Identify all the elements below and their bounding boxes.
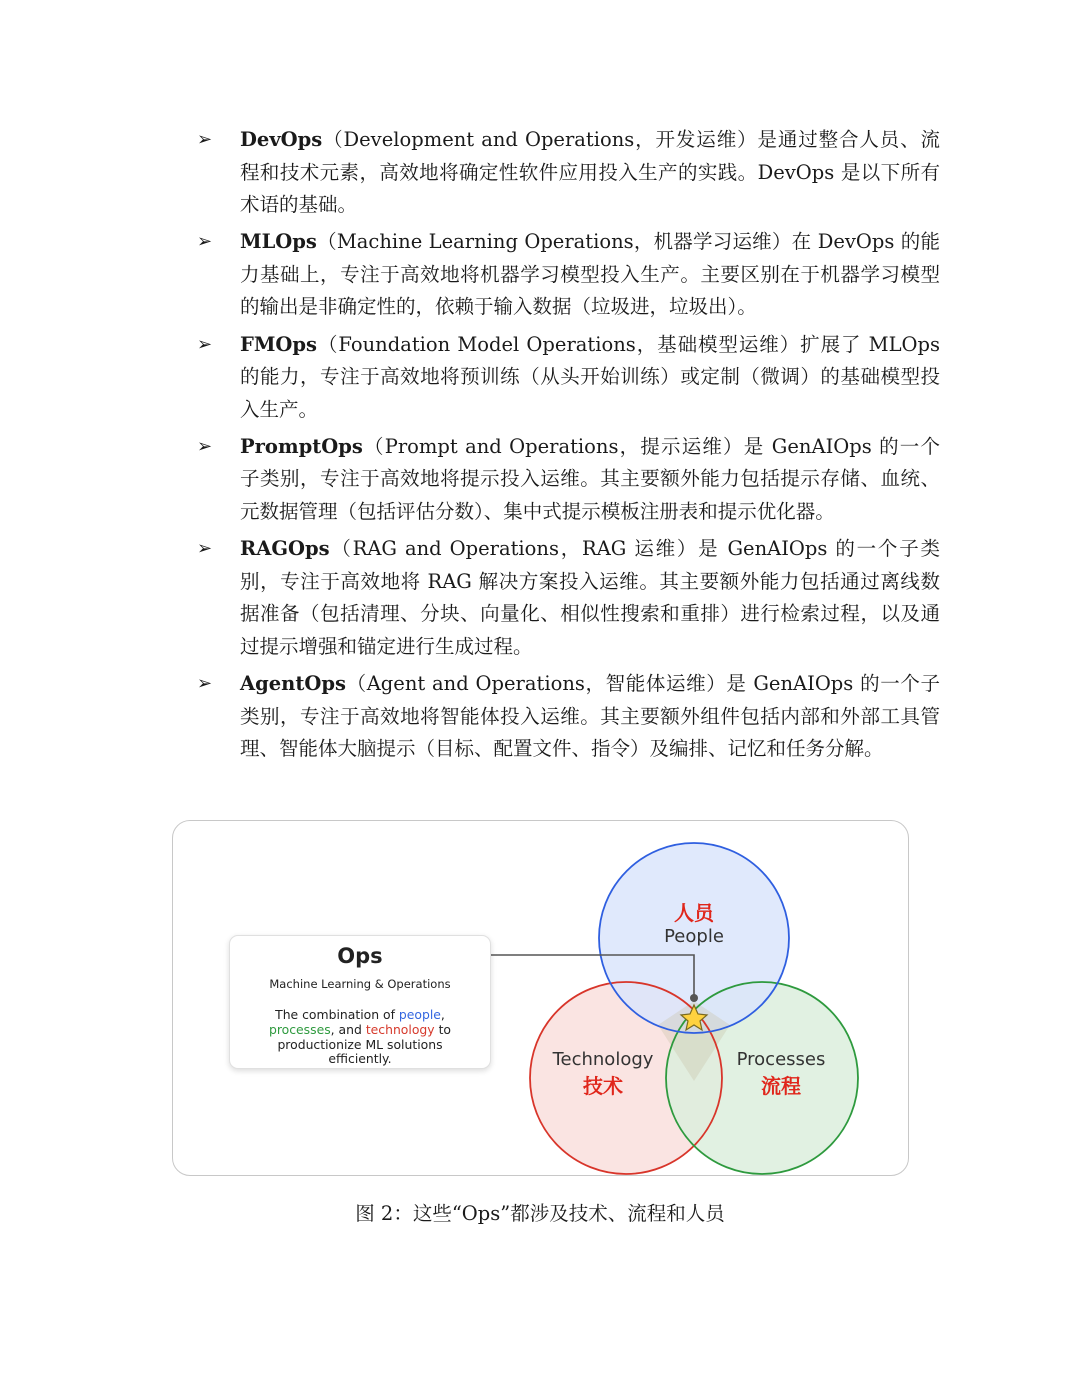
list-item — [196, 668, 940, 766]
technology-label-en: Technology — [552, 1049, 654, 1070]
figure-caption: 图 2：这些“Ops”都涉及技术、流程和人员 — [355, 1202, 725, 1225]
arrow-bullet-icon: ➢ — [197, 538, 213, 560]
desc-text: The combination of — [275, 1007, 399, 1022]
people-label-en: People — [664, 926, 724, 947]
processes-word: processes — [268, 1021, 331, 1037]
people-word: people — [398, 1007, 441, 1022]
people-label — [624, 897, 764, 947]
desc-text: , — [440, 1007, 445, 1022]
term-ragops: RAGOps — [240, 537, 330, 561]
arrow-bullet-icon: ➢ — [197, 129, 213, 150]
ops-description — [258, 1008, 462, 1067]
term-agentops: AgentOps — [240, 672, 346, 695]
processes-label-zh: 流程 — [761, 1074, 801, 1098]
list-item — [196, 124, 940, 222]
processes-label-en: Processes — [736, 1049, 826, 1070]
figure-ops-venn — [172, 820, 909, 1176]
desc-text: to productionize ML solutions efficiently. — [277, 1021, 452, 1067]
definition-text: （RAG and Operations，RAG 运维）是 GenAIOps 的一个子类别，专注于高效地将 RAG 解决方案投入运维。其主要额外能力包括通过离线数据准备（包括清理、分块、向量化、相似性搜索和重排）进行检索过程，以及通过提示增强和锚定进行生成过程。 — [240, 537, 940, 658]
technology-label — [533, 1049, 673, 1099]
definition-text: （Agent and Operations，智能体运维）是 GenAIOps 的一个子类别，专注于高效地将智能体投入运维。其主要额外组件包括内部和外部工具管理、智能体大脑提示（目标、配置文件、指令）及编排、记忆和任务分解。 — [240, 672, 940, 761]
ops-title: Ops — [337, 944, 383, 968]
desc-text: , and — [330, 1021, 366, 1037]
technology-label-zh: 技术 — [583, 1074, 623, 1098]
definition-text: （Foundation Model Operations，基础模型运维）扩展了 MLOps 的能力，专注于高效地将预训练（从头开始训练）或定制（微调）的基础模型投入生产。 — [240, 332, 940, 421]
processes-label — [711, 1049, 851, 1099]
ops-definition-card — [229, 935, 491, 1069]
list-item — [196, 329, 940, 427]
people-label-zh: 人员 — [674, 901, 714, 925]
term-promptops: PromptOps — [240, 434, 363, 458]
term-devops: DevOps — [240, 128, 323, 151]
definition-text: （Machine Learning Operations，机器学习运维）在 DevOps 的能力基础上，专注于高效地将机器学习模型投入生产。主要区别在于机器学习模型的输出是非确定性的，依赖于输入数据（垃圾进，垃圾出）。 — [240, 230, 940, 319]
connector-dot — [690, 994, 698, 1002]
arrow-bullet-icon: ➢ — [197, 333, 213, 355]
term-fmops: FMOps — [240, 332, 318, 356]
definition-text: （Development and Operations，开发运维）是通过整合人员、流程和技术元素，高效地将确定性软件应用投入生产的实践。DevOps 是以下所有术语的基础。 — [240, 128, 940, 217]
arrow-bullet-icon: ➢ — [197, 435, 213, 457]
term-mlops: MLOps — [240, 230, 317, 254]
list-item — [196, 431, 940, 529]
list-item — [196, 226, 940, 324]
technology-word: technology — [365, 1021, 435, 1037]
list-item — [196, 533, 940, 663]
ops-term-list — [196, 124, 940, 770]
arrow-bullet-icon: ➢ — [197, 231, 213, 253]
arrow-bullet-icon: ➢ — [197, 673, 213, 694]
ops-subtitle: Machine Learning & Operations — [269, 977, 451, 991]
definition-text: （Prompt and Operations，提示运维）是 GenAIOps 的一个子类别，专注于高效地将提示投入运维。其主要额外能力包括提示存储、血统、元数据管理（包括评估分数）、集中式提示模板注册表和提示优化器。 — [240, 434, 940, 524]
